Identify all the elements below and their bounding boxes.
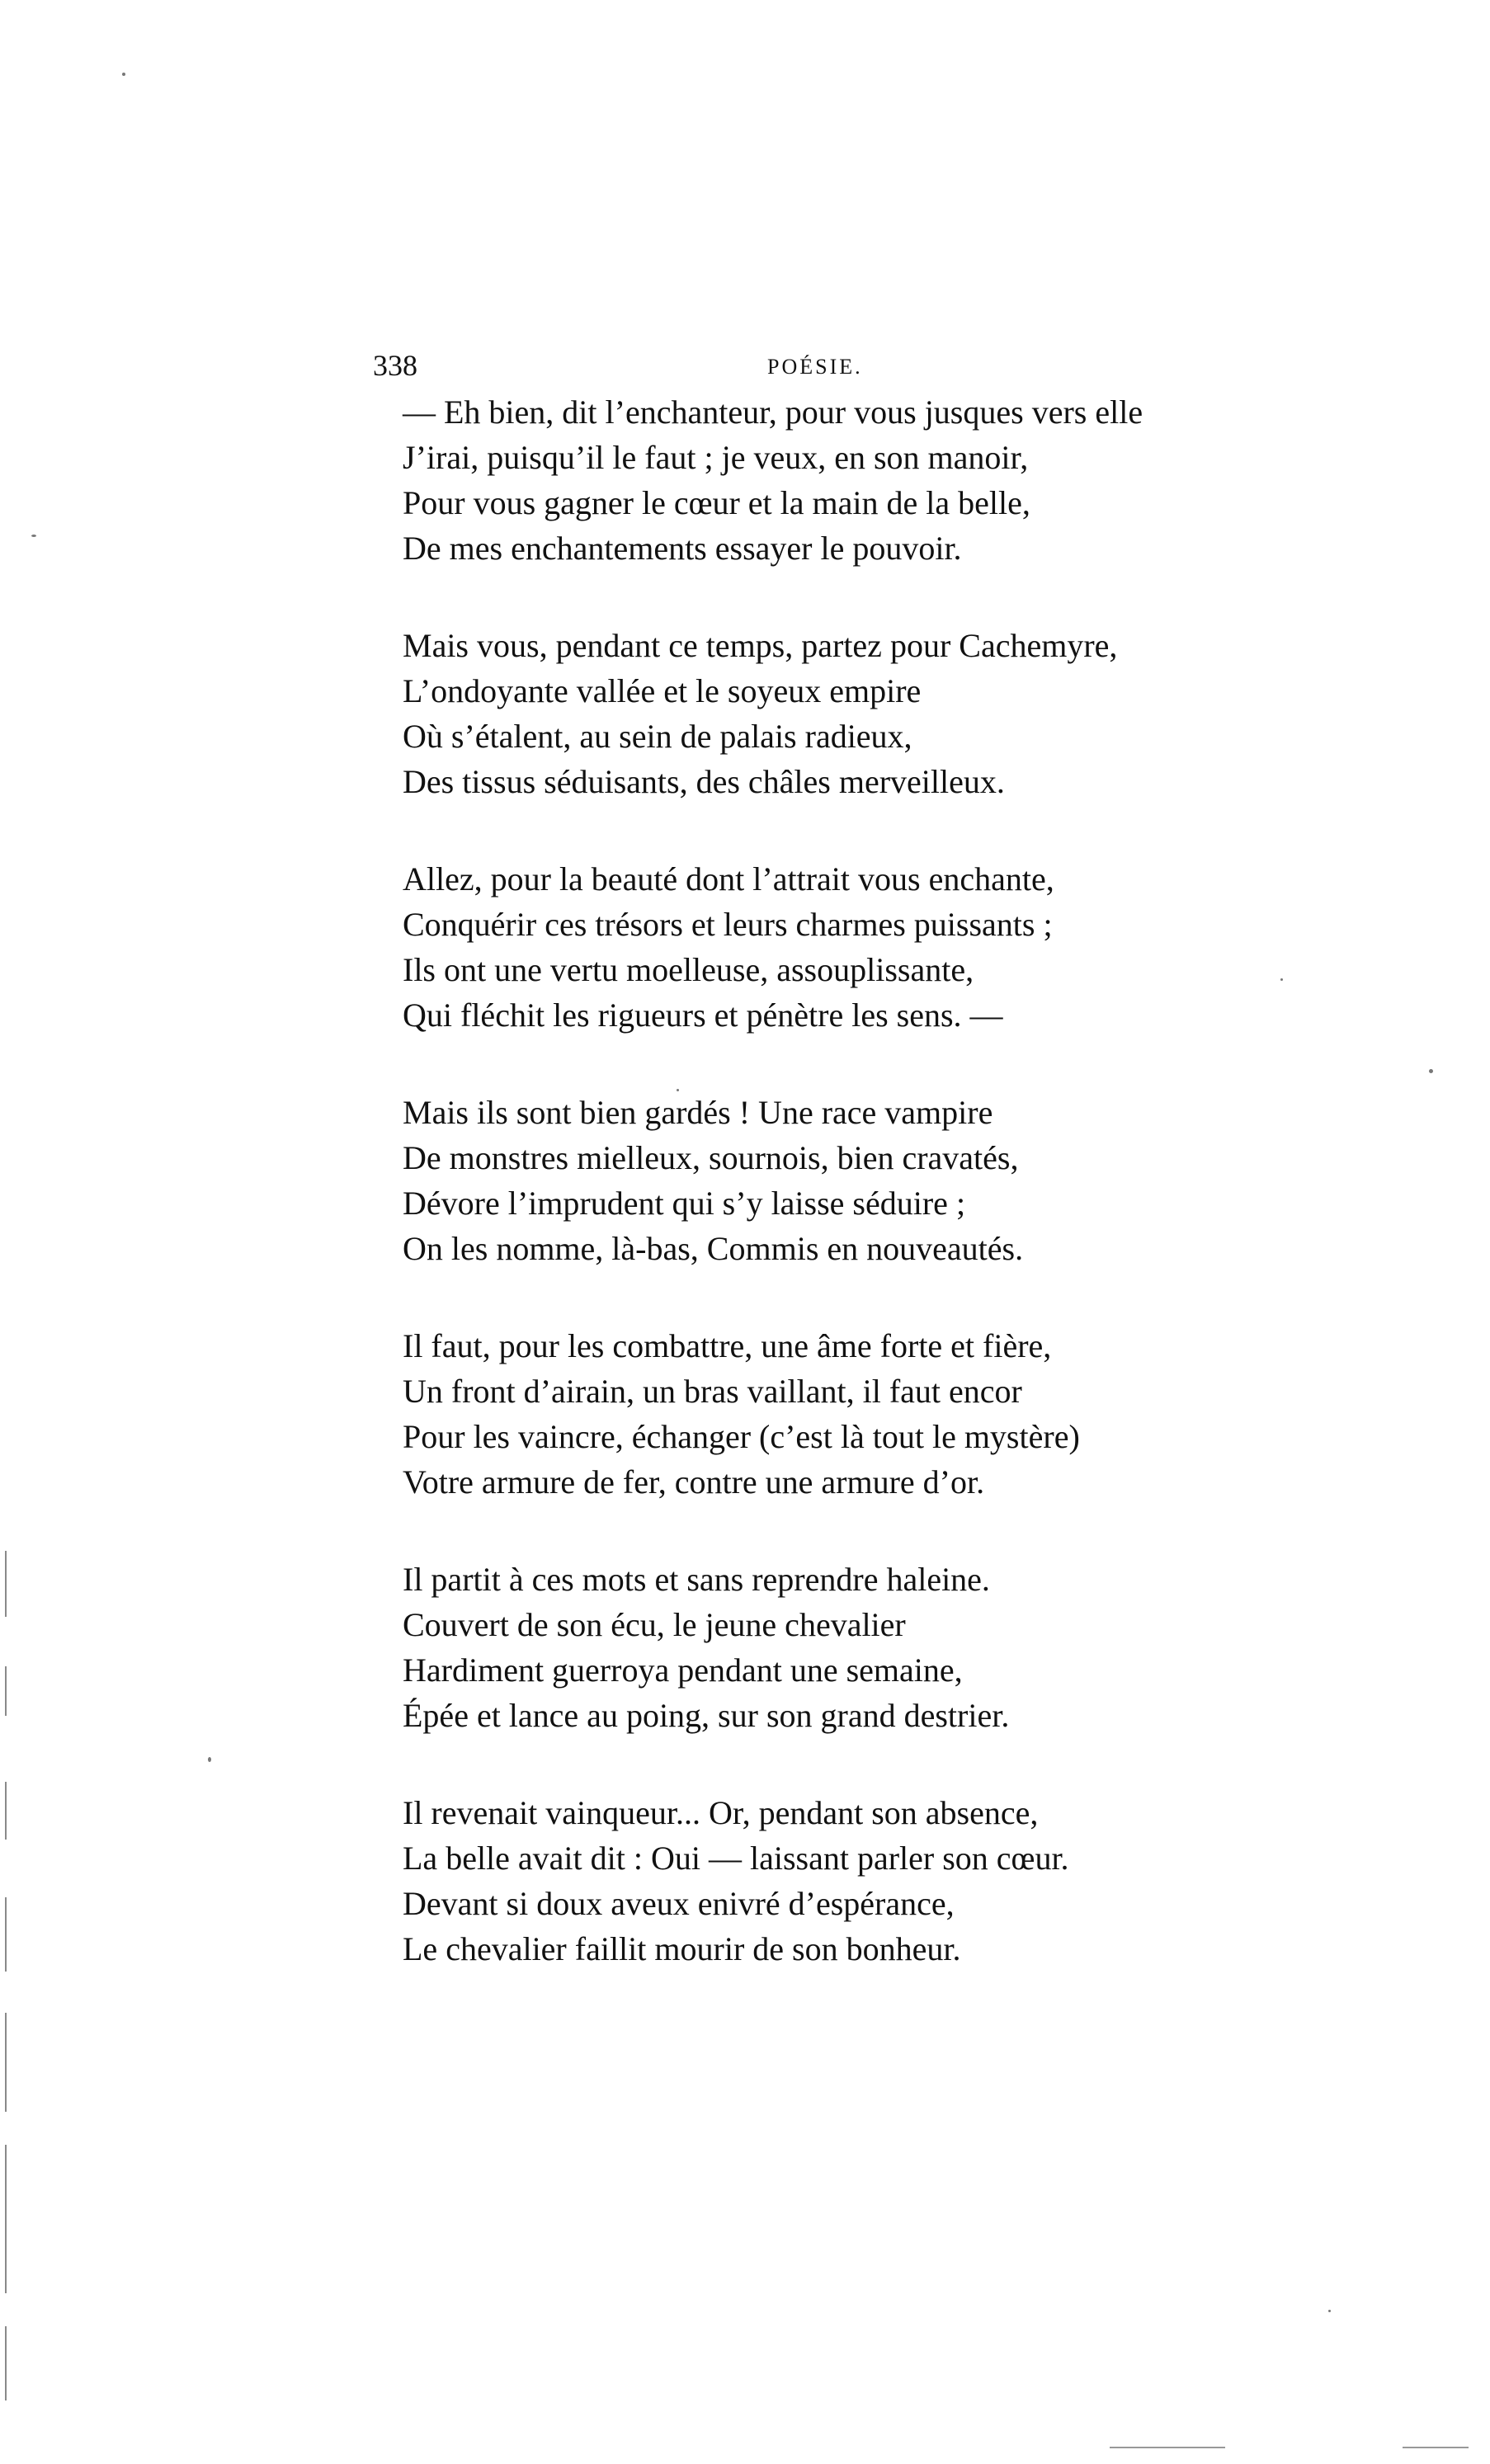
poem-line: J’irai, puisqu’il le faut ; je veux, en son manoir, xyxy=(403,439,1029,476)
stanza-4 xyxy=(403,1090,1351,1271)
poem-line: L’ondoyante vallée et le soyeux empire xyxy=(403,672,922,709)
poem-line: On les nomme, là-bas, Commis en nouveautés. xyxy=(403,1230,1024,1267)
poem-line: De monstres mielleux, sournois, bien cravatés, xyxy=(403,1139,1019,1176)
poem-line: Devant si doux aveux enivré d’espérance, xyxy=(403,1885,955,1922)
scan-edge-line xyxy=(5,1666,7,1716)
page-number: 338 xyxy=(373,349,417,382)
poem-line: Hardiment guerroya pendant une semaine, xyxy=(403,1651,963,1689)
page-header xyxy=(373,345,1297,386)
stanza-6 xyxy=(403,1557,1351,1738)
stanza-3 xyxy=(403,856,1351,1038)
poem-line: Un front d’airain, un bras vaillant, il faut encor xyxy=(403,1373,1022,1410)
stanza-2 xyxy=(403,623,1351,804)
scan-speck xyxy=(1280,978,1283,981)
poem-line: Conquérir ces trésors et leurs charmes puissants ; xyxy=(403,906,1053,943)
poem-line: Pour vous gagner le cœur et la main de la belle, xyxy=(403,484,1030,521)
poem-line: Ils ont une vertu moelleuse, assouplissante, xyxy=(403,951,974,988)
stanza-5 xyxy=(403,1323,1351,1505)
scan-edge-line xyxy=(5,1551,7,1617)
scan-edge-line xyxy=(5,1782,7,1840)
poem-line: Qui fléchit les rigueurs et pénètre les sens. — xyxy=(403,996,1003,1034)
poem-line: Le chevalier faillit mourir de son bonheur. xyxy=(403,1930,961,1967)
poem-line: Allez, pour la beauté dont l’attrait vous enchante, xyxy=(403,860,1054,897)
poem-line: Il partit à ces mots et sans reprendre haleine. xyxy=(403,1561,990,1598)
poem-line: De mes enchantements essayer le pouvoir. xyxy=(403,530,962,567)
poem-line: — Eh bien, dit l’enchanteur, pour vous jusques vers elle xyxy=(403,393,1143,431)
poem-line: Couvert de son écu, le jeune chevalier xyxy=(403,1606,906,1643)
poem-line: Où s’étalent, au sein de palais radieux, xyxy=(403,718,912,755)
scan-speck xyxy=(122,73,125,76)
scan-speck xyxy=(677,1089,679,1091)
poem-line: Dévore l’imprudent qui s’y laisse séduire ; xyxy=(403,1185,966,1222)
poem-line: Des tissus séduisants, des châles merveilleux. xyxy=(403,763,1005,800)
scan-speck xyxy=(31,535,36,537)
stanza-7 xyxy=(403,1790,1351,1972)
poem-line: Mais ils sont bien gardés ! Une race vampire xyxy=(403,1094,993,1131)
poem-line: Épée et lance au poing, sur son grand destrier. xyxy=(403,1697,1010,1734)
running-title: POÉSIE. xyxy=(767,355,863,379)
poem-line: Pour les vaincre, échanger (c’est là tout le mystère) xyxy=(403,1418,1080,1455)
scan-bottom-mark xyxy=(1403,2447,1469,2448)
poem xyxy=(403,389,1351,2023)
scan-edge-line xyxy=(5,1897,7,1972)
scan-edge-line xyxy=(5,2145,7,2293)
scan-speck xyxy=(1328,2310,1331,2312)
poem-line: La belle avait dit : Oui — laissant parler son cœur. xyxy=(403,1840,1069,1877)
poem-line: Votre armure de fer, contre une armure d’or. xyxy=(403,1463,985,1501)
poem-line: Il faut, pour les combattre, une âme forte et fière, xyxy=(403,1327,1052,1364)
scan-edge-line xyxy=(5,2013,7,2112)
poem-line: Mais vous, pendant ce temps, partez pour Cachemyre, xyxy=(403,627,1118,664)
scan-speck xyxy=(208,1757,211,1762)
scan-edge-line xyxy=(5,2326,7,2400)
scan-bottom-mark xyxy=(1110,2447,1225,2448)
scan-speck xyxy=(1429,1069,1433,1073)
stanza-1 xyxy=(403,389,1351,571)
poem-line: Il revenait vainqueur... Or, pendant son absence, xyxy=(403,1794,1039,1831)
